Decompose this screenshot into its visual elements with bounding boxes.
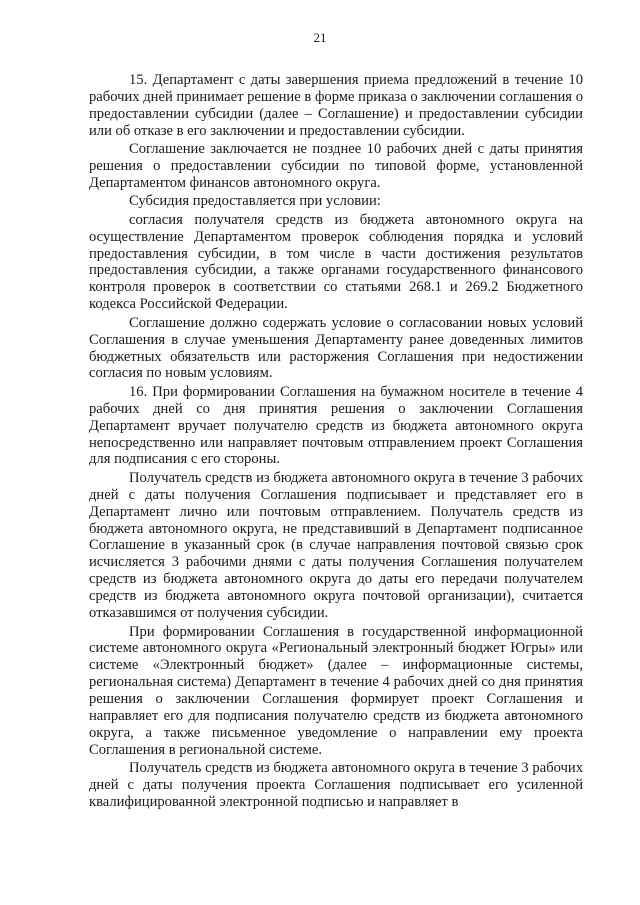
paragraph-1: 15. Департамент с даты завершения приема предложений в течение 10 рабочих дней принимает решение в форме приказа о заключении соглашения о предоставлении субсидии (далее – Соглашение) и предоставлении субсидии или об отказе в его заключении и предоставлении субсидии.: [89, 72, 583, 139]
paragraph-5: Соглашение должно содержать условие о согласовании новых условий Соглашения в случае уменьшения Департаменту ранее доведенных лимитов бюджетных обязательств или расторжения Соглашения при недостижении согласия по новым условиям.: [89, 314, 583, 382]
paragraph-8: При формировании Соглашения в государственной информационной системе автономного округа «Региональный электронный бюджет Югры» или системе «Электронный бюджет» (далее – информационные системы, региональная система) Департамент в течение 4 рабочих дней со дня принятия решения о заключении Соглашения формирует проект Соглашения и направляет его для подписания получателю средств из бюджета автономного округа, а также письменное уведомление о направлении ему проекта Соглашения в региональной системе.: [89, 623, 583, 758]
paragraph-3: Субсидия предоставляется при условии:: [129, 193, 381, 210]
paragraph-7: Получатель средств из бюджета автономного округа в течение 3 рабочих дней с даты получения Соглашения подписывает и представляет его в Департамент лично или почтовым отправлением. Получатель средств из бюджета автономного округа, не представивший в Департамент подписанное Соглашение в указанный срок (в случае направления почтовой связью срок исчисляется 3 рабочими днями с даты получения Соглашения получателем средств из бюджета автономного округа до даты его передачи получателем средств из бюджета автономного округа почтовой организации), считается отказавшимся от получения субсидии.: [89, 469, 583, 622]
paragraph-2: Соглашение заключается не позднее 10 рабочих дней с даты принятия решения о предоставлении субсидии по типовой форме, установленной Департаментом финансов автономного округа.: [89, 141, 583, 191]
document-body: [89, 72, 583, 812]
paragraph-4: согласия получателя средств из бюджета автономного округа на осуществление Департаментом проверок соблюдения порядка и условий предоставления субсидии, в том числе в части достижения результатов предоставления субсидии, а также органами государственного финансового контроля проверок в соответствии со статьями 268.1 и 269.2 Бюджетного кодекса Российской Федерации.: [89, 211, 583, 313]
paragraph-6: 16. При формировании Соглашения на бумажном носителе в течение 4 рабочих дней со дня принятия решения о заключении Соглашения Департамент вручает получателю средств из бюджета автономного округа непосредственно или направляет почтовым отправлением проект Соглашения для подписания с его стороны.: [89, 383, 583, 468]
page-number: 21: [313, 30, 327, 45]
paragraph-9: Получатель средств из бюджета автономного округа в течение 3 рабочих дней с даты получения проекта Соглашения подписывает его усиленной квалифицированной электронной подписью и направляет в: [89, 760, 583, 811]
